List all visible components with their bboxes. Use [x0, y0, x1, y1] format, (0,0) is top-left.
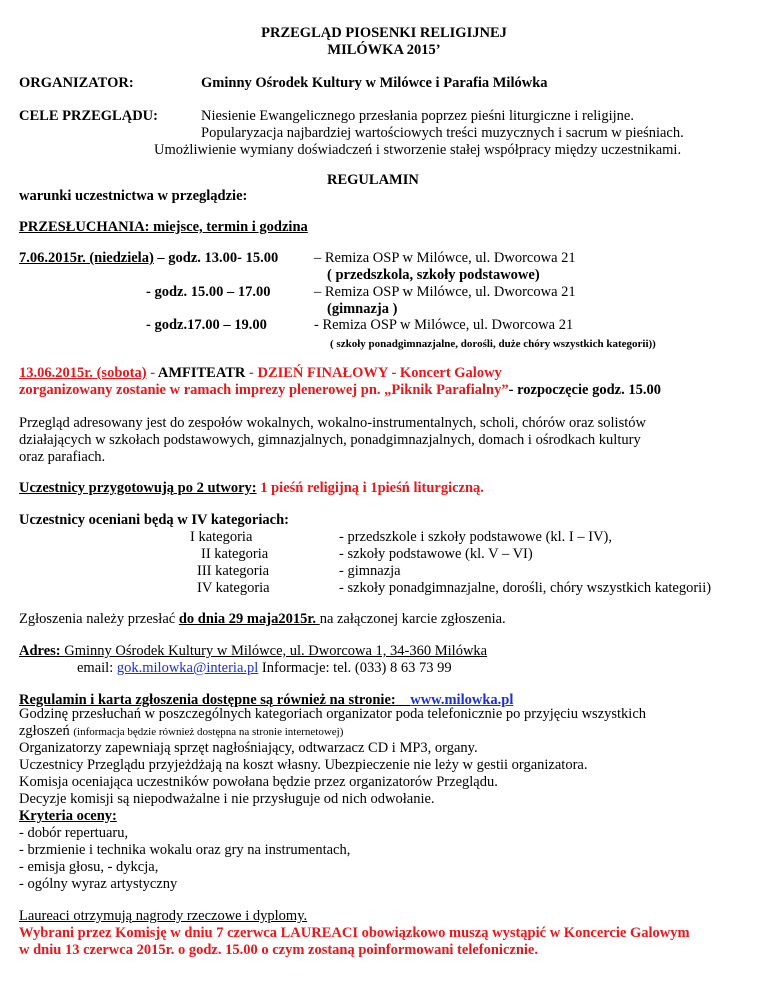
- slot1-time: – godz. 13.00- 15.00: [153, 250, 279, 266]
- final-amfiteatr: AMFITEATR: [157, 365, 246, 381]
- criteria-item-1: - dobór repertuaru,: [19, 825, 129, 841]
- organizer-value: Gminny Ośrodek Kultury w Milówce i Parafia Milówka: [201, 75, 548, 91]
- address-label: Adres:: [19, 643, 65, 659]
- auditions-heading-u: PRZESŁUCHANIA:: [19, 219, 150, 235]
- info-line-2: [19, 723, 343, 741]
- info-line-2a: zgłoszeń: [19, 723, 74, 739]
- submission-deadline: do dnia 29 maja2015r.: [178, 611, 320, 627]
- category-name-2: II kategoria: [201, 546, 269, 562]
- final-line-1: [19, 365, 502, 382]
- address-value: Gminny Ośrodek Kultury w Milówce, ul. Dworcowa 1, 34-360 Milówka: [64, 643, 488, 659]
- conditions-label: warunki uczestnictwa w przeglądzie:: [19, 188, 248, 204]
- slot1-place: – Remiza OSP w Milówce, ul. Dworcowa 21: [314, 250, 576, 266]
- email-link[interactable]: gok.milowka@interia.pl: [116, 660, 259, 676]
- slot3-note: ( szkoły ponadgimnazjalne, dorośli, duże chóry wszystkich kategorii)): [330, 338, 656, 350]
- criteria-item-2: - brzmienie i technika wokalu oraz gry na instrumentach,: [19, 842, 351, 858]
- info-line-4: Uczestnicy Przeglądu przyjeżdżają na koszt własny. Ubezpieczenie nie leży w gestii organizatora.: [19, 757, 588, 773]
- category-desc-3: - gimnazja: [339, 563, 401, 579]
- closing-line-1: Wybrani przez Komisję w dniu 7 czerwca LAUREACI obowiązkowo muszą wystąpić w Koncercie Galowym: [19, 925, 690, 941]
- address-line-2: [77, 660, 452, 677]
- submission-post: na załączonej karcie zgłoszenia.: [319, 611, 506, 627]
- final-line-2-red: zorganizowany zostanie w ramach imprezy plenerowej pn. „Piknik Parafialny”: [19, 382, 509, 398]
- final-line-2-black: - rozpoczęcie godz. 15.00: [508, 382, 661, 398]
- title-line-1: PRZEGLĄD PIOSENKI RELIGIJNEJ: [261, 25, 507, 41]
- pieces-line: [19, 480, 484, 497]
- info-line-6: Decyzje komisji są niepodważalne i nie przysługuje od nich odwołanie.: [19, 791, 435, 807]
- closing-line-2: w dniu 13 czerwca 2015r. o godz. 15.00 o czym zostaną poinformowani telefonicznie.: [19, 942, 538, 958]
- final-line-2: [19, 382, 661, 399]
- info-line-5: Komisja oceniająca uczestników powołana będzie przez organizatorów Przeglądu.: [19, 774, 498, 790]
- address-line-1: [19, 643, 487, 660]
- slot1-note: ( przedszkola, szkoły podstawowe): [327, 267, 540, 283]
- info-line-2b: (informacja będzie również dostępna na stronie internetowej): [73, 726, 344, 738]
- audition-date: [19, 250, 278, 267]
- final-dash: -: [146, 365, 158, 381]
- slot2-time: - godz. 15.00 – 17.00: [146, 284, 271, 300]
- slot2-place: – Remiza OSP w Milówce, ul. Dworcowa 21: [314, 284, 576, 300]
- addressed-line-2: działających w szkołach podstawowych, gimnazjalnych, ponadgimnazjalnych, domach i ośrodkach kultury: [19, 432, 641, 448]
- addressed-line-1: Przegląd adresowany jest do zespołów wokalnych, wokalno-instrumentalnych, scholi, chórów oraz solistów: [19, 415, 646, 431]
- category-name-1: I kategoria: [190, 529, 253, 545]
- info-phone: Informacje: tel. (033) 8 63 73 99: [258, 660, 452, 676]
- website-label: Regulamin i karta zgłoszenia dostępne są również na stronie:: [19, 692, 396, 708]
- pieces-label: Uczestnicy przygotowują po 2 utwory:: [19, 480, 257, 496]
- category-name-4: IV kategoria: [197, 580, 270, 596]
- email-label: email:: [77, 660, 117, 676]
- category-desc-4: - szkoły ponadgimnazjalne, dorośli, chóry wszystkich kategorii): [339, 580, 712, 596]
- pieces-value: 1 pieśń religijną i 1pieśń liturgiczną.: [256, 480, 484, 496]
- category-desc-2: - szkoły podstawowe (kl. V – VI): [339, 546, 533, 562]
- auditions-heading-rest: miejsce, termin i godzina: [149, 219, 308, 235]
- audition-date-u: 7.06.2015r. (niedziela): [19, 250, 154, 266]
- goals-line-2: Popularyzacja najbardziej wartościowych treści muzycznych i sacrum w pieśniach.: [201, 125, 684, 141]
- submission-pre: Zgłoszenia należy przesłać: [19, 611, 179, 627]
- category-name-3: III kategoria: [197, 563, 270, 579]
- addressed-line-3: oraz parafiach.: [19, 449, 106, 465]
- slot2-note: (gimnazja ): [327, 301, 398, 317]
- final-rest: - DZIEŃ FINAŁOWY - Koncert Galowy: [245, 365, 502, 381]
- slot3-time: - godz.17.00 – 19.00: [146, 317, 267, 333]
- auditions-heading: [19, 219, 308, 236]
- criteria-item-4: - ogólny wyraz artystyczny: [19, 876, 178, 892]
- organizer-label: ORGANIZATOR:: [19, 75, 134, 91]
- submission-line: [19, 611, 506, 628]
- slot3-place: - Remiza OSP w Milówce, ul. Dworcowa 21: [314, 317, 574, 333]
- prizes-line: Laureaci otrzymują nagrody rzeczowe i dyplomy.: [19, 908, 308, 924]
- final-date: 13.06.2015r. (sobota): [19, 365, 147, 381]
- goals-line-1: Niesienie Ewangelicznego przesłania poprzez pieśni liturgiczne i religijne.: [201, 108, 634, 124]
- goals-label: CELE PRZEGLĄDU:: [19, 108, 158, 124]
- categories-label: Uczestnicy oceniani będą w IV kategoriach:: [19, 512, 289, 528]
- criteria-item-3: - emisja głosu, - dykcja,: [19, 859, 159, 875]
- title-line-2: MILÓWKA 2015’: [327, 42, 441, 58]
- goals-line-3: Umożliwienie wymiany doświadczeń i stworzenie stałej współpracy między uczestnikami.: [154, 142, 682, 158]
- info-line-3: Organizatorzy zapewniają sprzęt nagłośniający, odtwarzacz CD i MP3, organy.: [19, 740, 478, 756]
- info-line-1: Godzinę przesłuchań w poszczególnych kategoriach organizator poda telefonicznie po przyjęciu wszystkich: [19, 706, 647, 722]
- regulamin-title: REGULAMIN: [327, 172, 419, 188]
- website-link[interactable]: www.milowka.pl: [410, 692, 514, 708]
- category-desc-1: - przedszkole i szkoły podstawowe (kl. I – IV),: [339, 529, 613, 545]
- criteria-label: Kryteria oceny:: [19, 808, 117, 824]
